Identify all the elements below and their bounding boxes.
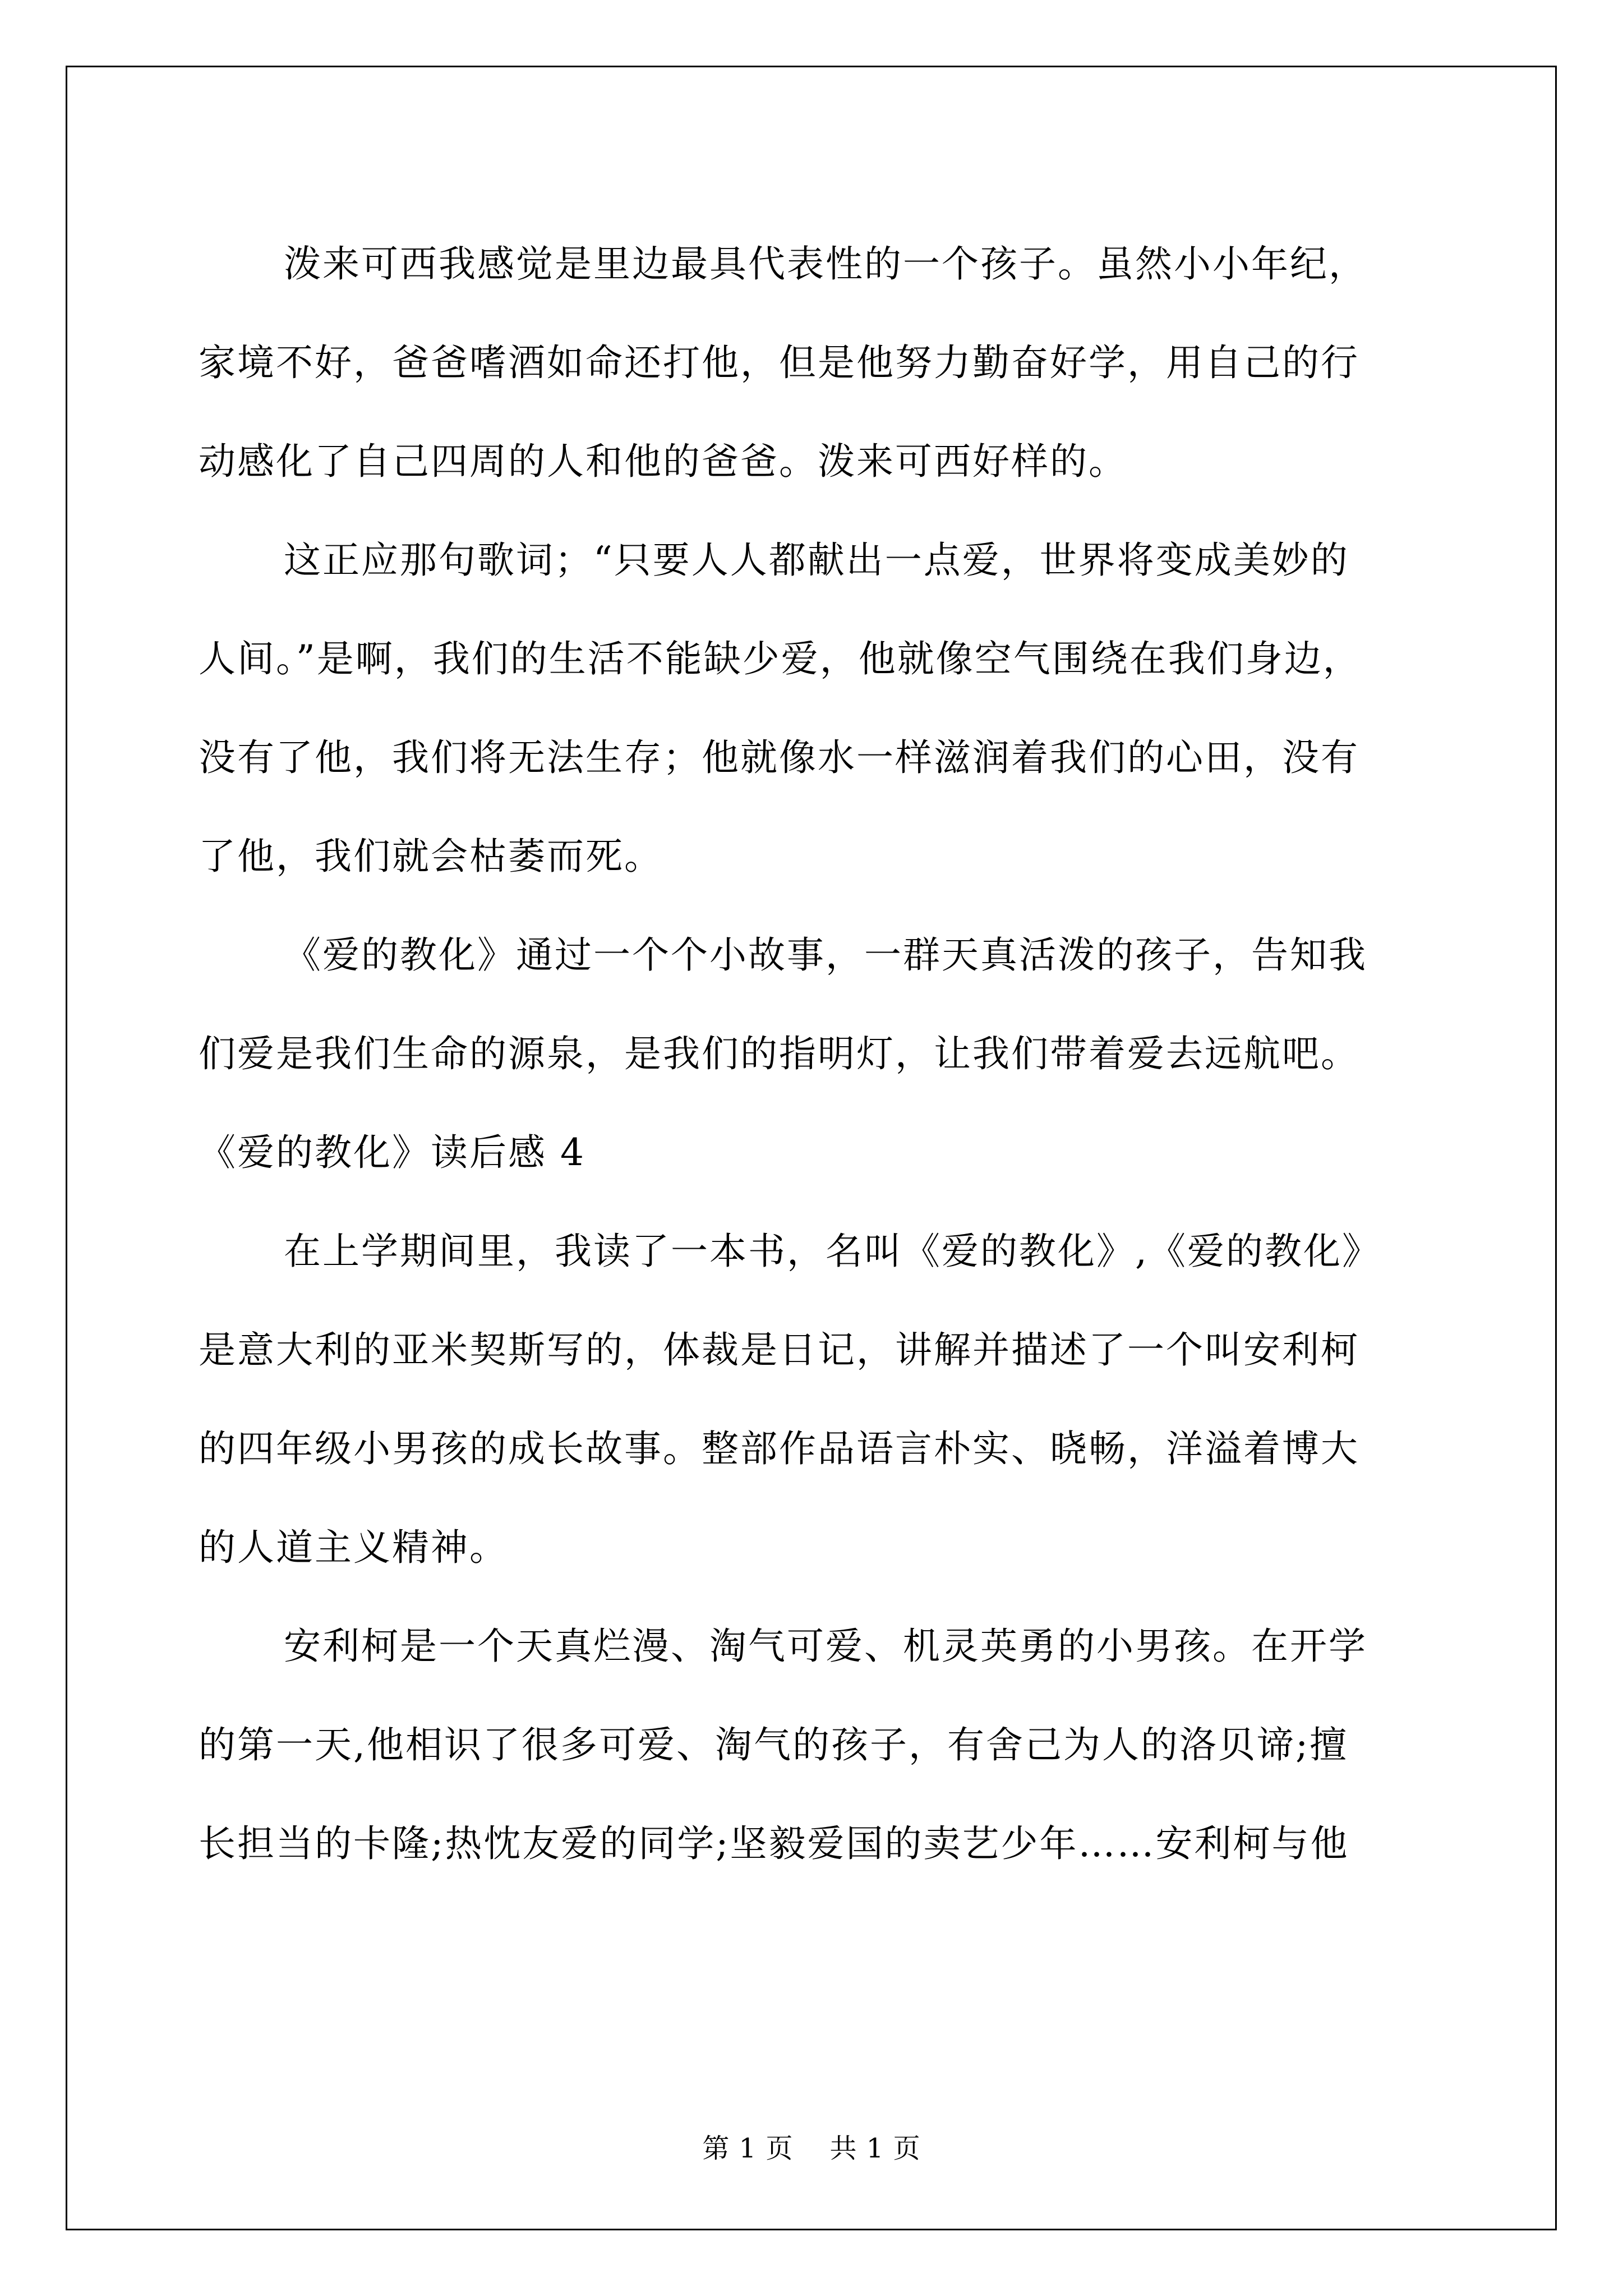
- text-line: 人间。”是啊，我们的生活不能缺少爱，他就像空气围绕在我们身边，: [199, 637, 1362, 680]
- page-total: 共 1 页: [829, 2133, 921, 2164]
- text-line: 家境不好，爸爸嗜酒如命还打他，但是他努力勤奋好学，用自己的行: [199, 341, 1359, 384]
- text-line: 的第一天,他相识了很多可爱、淘气的孩子，有舍己为人的洛贝谛;擅: [199, 1723, 1349, 1766]
- text-line: 动感化了自己四周的人和他的爸爸。泼来可西好样的。: [199, 440, 1127, 483]
- page-number: 第 1 页: [702, 2133, 794, 2164]
- text-line: 《爱的教化》通过一个个小故事，一群天真活泼的孩子，告知我: [284, 933, 1367, 977]
- page-footer: [0, 2132, 1623, 2165]
- text-line: 们爱是我们生命的源泉，是我们的指明灯，让我们带着爱去远航吧。: [199, 1032, 1359, 1075]
- text-line: 长担当的卡隆;热忱友爱的同学;坚毅爱国的卖艺少年……安利柯与他: [199, 1822, 1349, 1865]
- text-line: 在上学期间里，我读了一本书，名叫《爱的教化》,《爱的教化》: [284, 1230, 1381, 1273]
- text-line: 泼来可西我感觉是里边最具代表性的一个孩子。虽然小小年纪，: [284, 242, 1367, 286]
- text-line: 安利柯是一个天真烂漫、淘气可爱、机灵英勇的小男孩。在开学: [284, 1625, 1367, 1668]
- document-body: [199, 215, 1455, 1893]
- text-line: 的人道主义精神。: [199, 1526, 508, 1569]
- section-heading: 《爱的教化》读后感 4: [199, 1131, 585, 1174]
- text-line: 是意大利的亚米契斯写的，体裁是日记，讲解并描述了一个叫安利柯: [199, 1328, 1359, 1372]
- footer-gap: [793, 2133, 829, 2164]
- text-line: 的四年级小男孩的成长故事。整部作品语言朴实、晓畅，洋溢着博大: [199, 1427, 1359, 1470]
- text-line: 这正应那句歌词；“只要人人都献出一点爱，世界将变成美妙的: [284, 539, 1349, 582]
- text-line: 没有了他，我们将无法生存；他就像水一样滋润着我们的心田，没有: [199, 736, 1359, 779]
- text-line: 了他，我们就会枯萎而死。: [199, 835, 663, 878]
